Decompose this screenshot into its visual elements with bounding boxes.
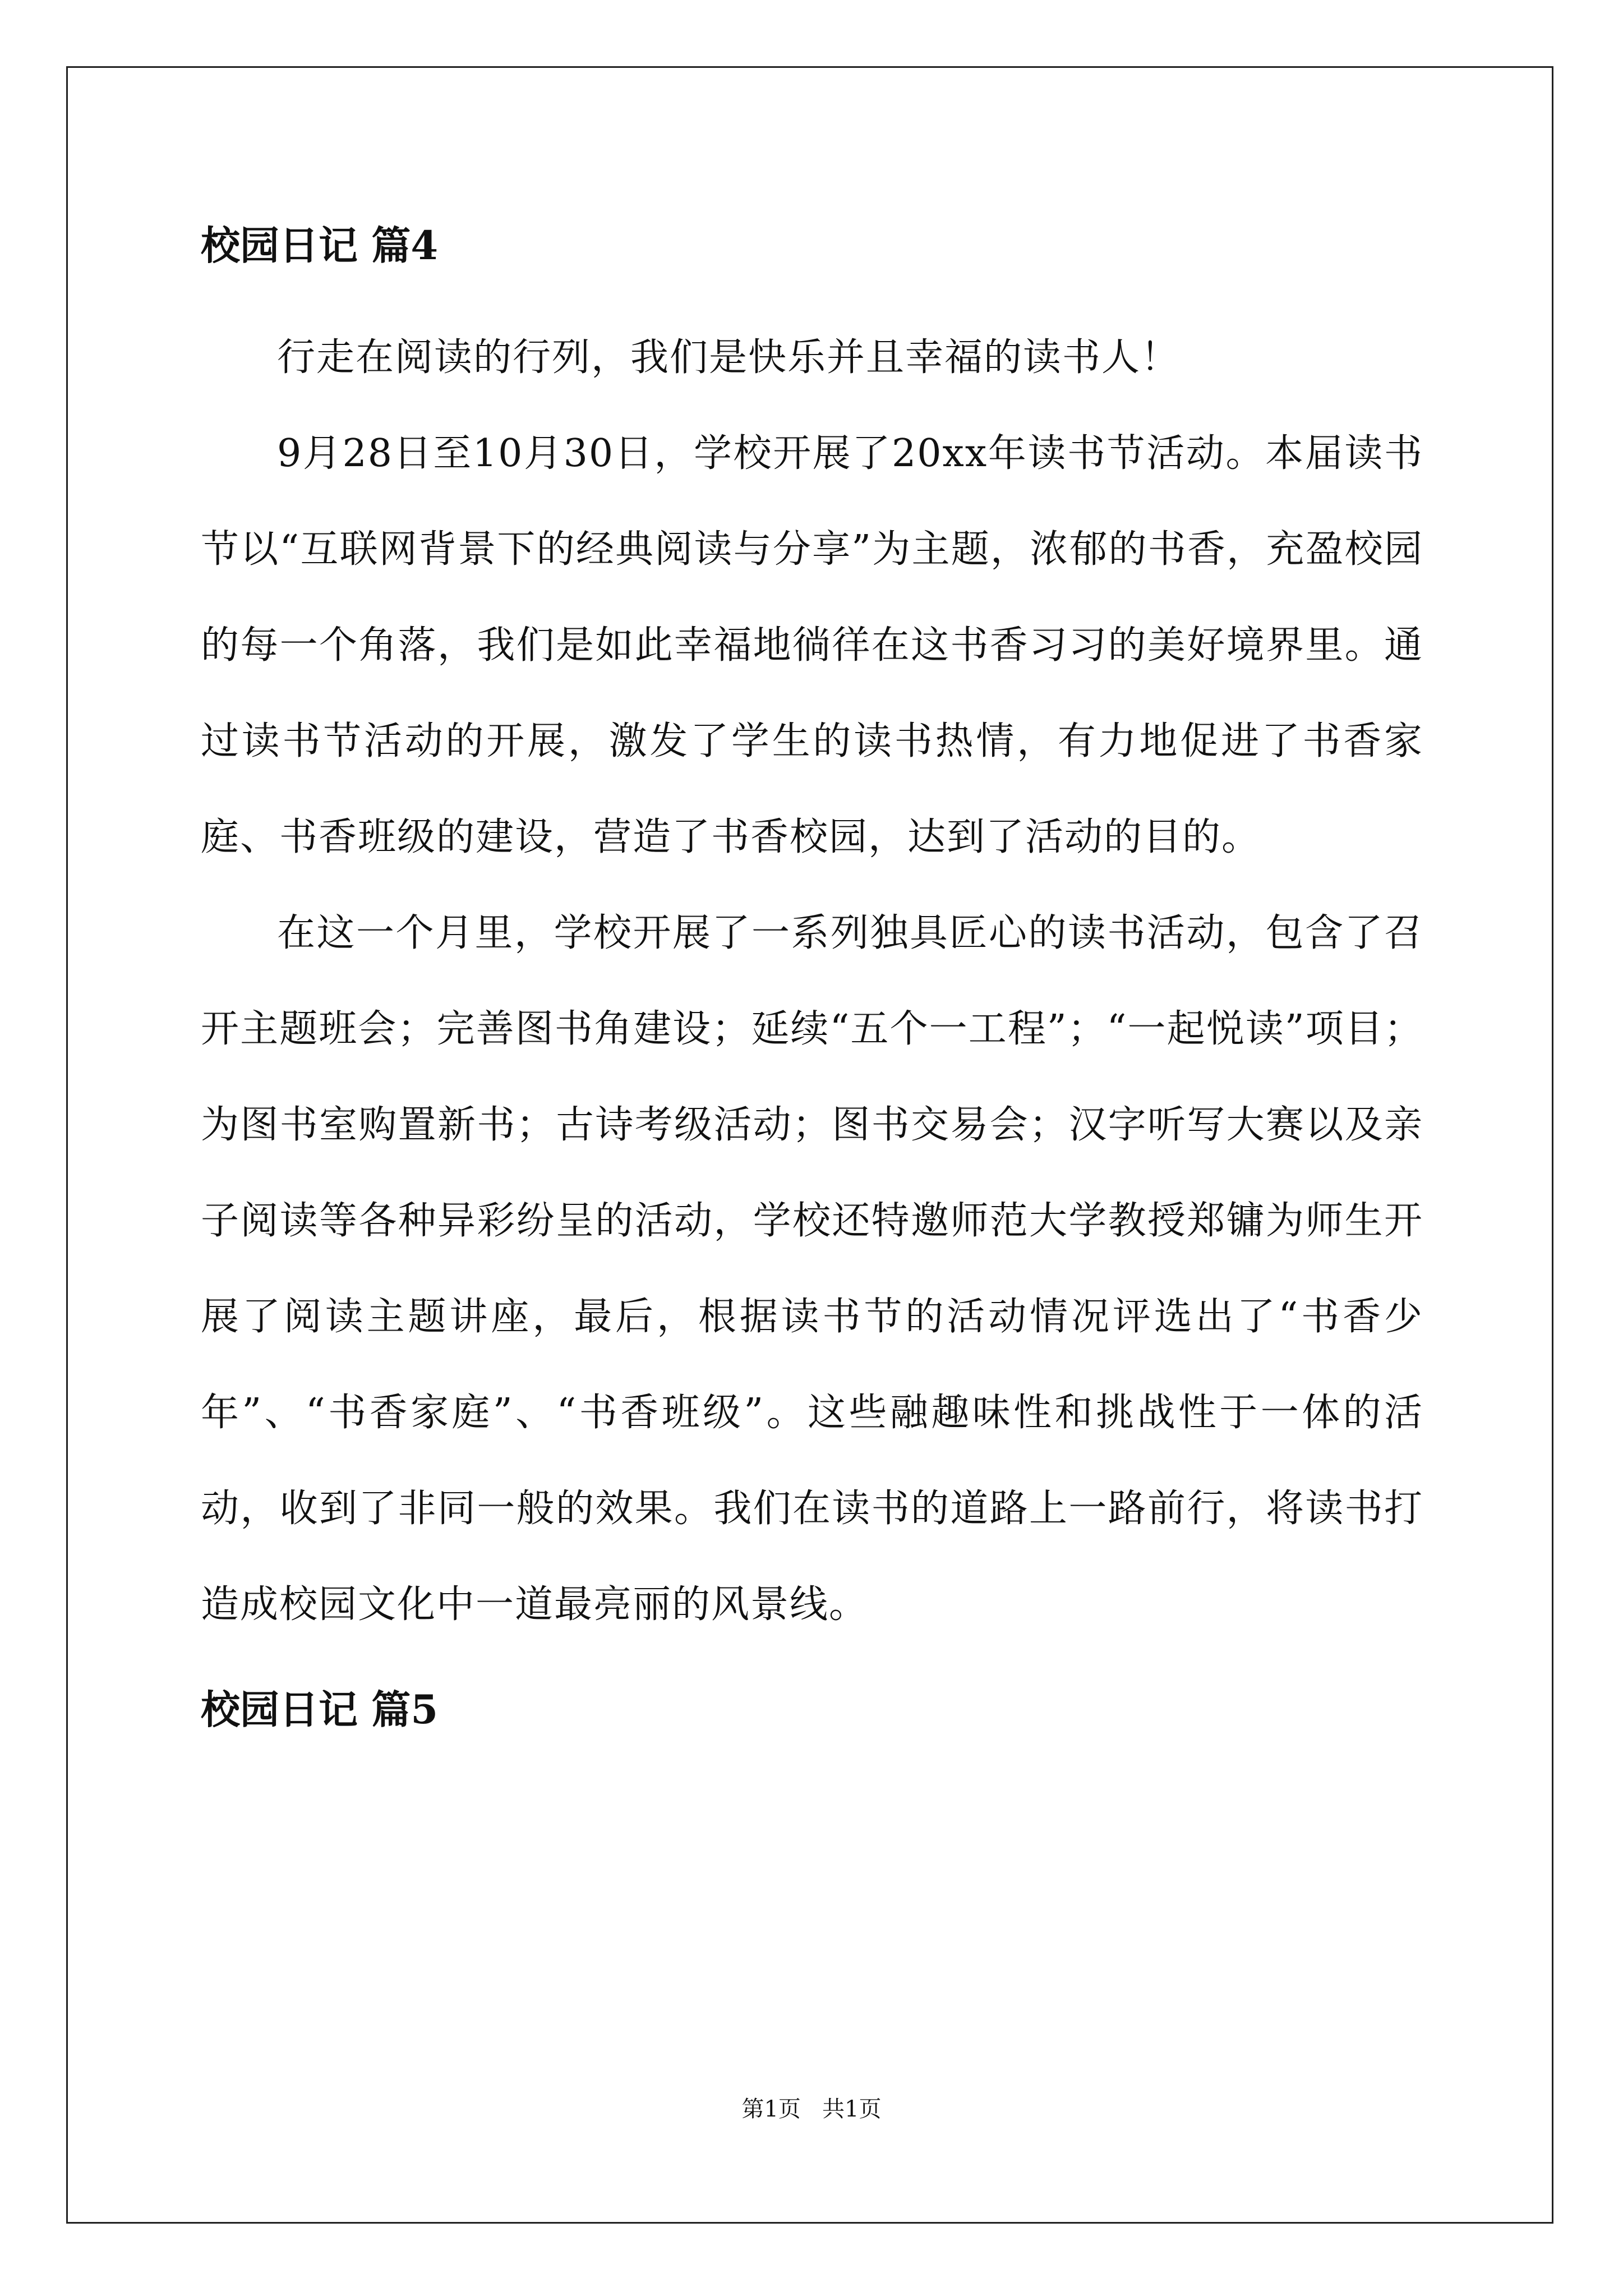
section-heading-4: 校园日记 篇4 <box>201 222 439 269</box>
page-footer: 第1页 共1页 <box>741 2096 882 2122</box>
paragraph-reading-festival: 9月28日至10月30日，学校开展了20xx年读书节活动。本届读书节以“互联网背景下的经典阅读与分享”为主题，浓郁的书香，充盈校园的每一个角落，我们是如此幸福地徜徉在这书香习习的美好境界里。通过读书节活动的开展，激发了学生的读书热情，有力地促进了书香家庭、书香班级的建设，营造了书香校园，达到了活动的目的。 <box>201 431 1423 859</box>
document-body <box>201 218 1423 1738</box>
paragraph-activities: 在这一个月里，学校开展了一系列独具匠心的读书活动，包含了召开主题班会；完善图书角建设；延续“五个一工程”；“一起悦读”项目；为图书室购置新书；古诗考级活动；图书交易会；汉字听写大赛以及亲子阅读等各种异彩纷呈的活动，学校还特邀师范大学教授郑镛为师生开展了阅读主题讲座，最后，根据读书节的活动情况评选出了“书香少年”、“书香家庭”、“书香班级”。这些融趣味性和挑战性于一体的活动，收到了非同一般的效果。我们在读书的道路上一路前行，将读书打造成校园文化中一道最亮丽的风景线。 <box>201 911 1423 1627</box>
section-heading-5: 校园日记 篇5 <box>201 1686 439 1733</box>
paragraph-intro: 行走在阅读的行列，我们是快乐并且幸福的读书人！ <box>277 335 1181 380</box>
